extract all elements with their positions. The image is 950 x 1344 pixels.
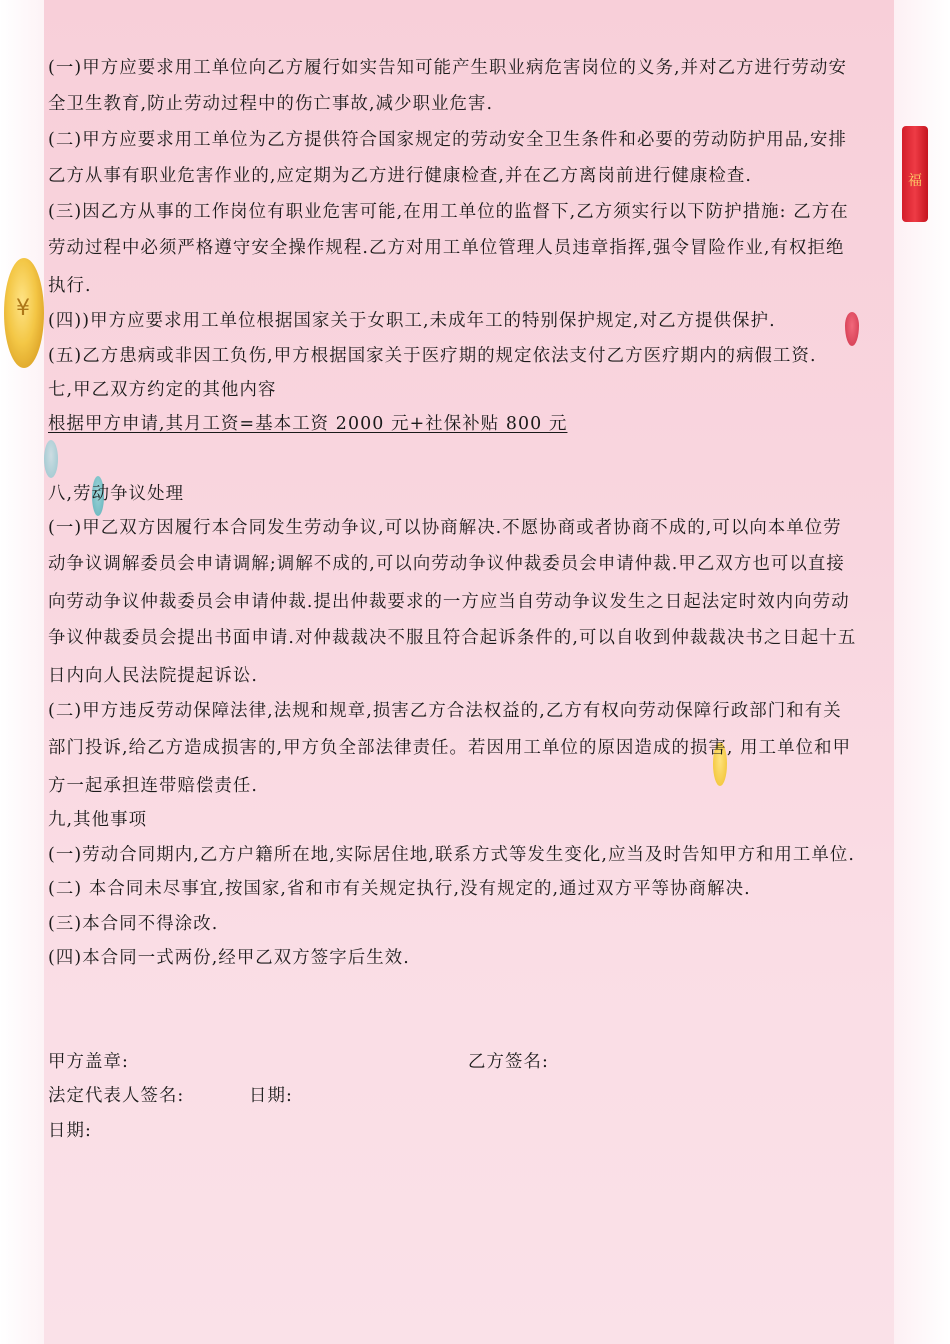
gold-coin-decoration (4, 258, 44, 368)
section-heading: 八,劳动争议处理 (48, 484, 185, 504)
clause-line: (三)本合同不得涂改. (48, 914, 219, 934)
clause-line: 日内向人民法院提起诉讼. (48, 666, 259, 686)
clause-line: 方一起承担连带赔偿责任. (48, 776, 259, 796)
teal-drop-decoration-2 (44, 440, 58, 478)
clause-line: 乙方从事有职业危害作业的,应定期为乙方进行健康检查,并在乙方离岗前进行健康检查. (48, 166, 753, 186)
clause-line: 向劳动争议仲裁委员会申请仲裁.提出仲裁要求的一方应当自劳动争议发生之日起法定时效内向劳动 (48, 592, 850, 612)
left-margin (0, 0, 44, 1344)
clause-line: 全卫生教育,防止劳动过程中的伤亡事故,减少职业危害. (48, 94, 494, 114)
clause-line: (一)甲乙双方因履行本合同发生劳动争议,可以协商解决.不愿协商或者协商不成的,可以向本单位劳 (48, 518, 842, 538)
legal-rep-sign-label: 法定代表人签名: (48, 1086, 185, 1106)
clause-line: (二)甲方应要求用工单位为乙方提供符合国家规定的劳动安全卫生条件和必要的劳动防护用品,安排 (48, 130, 848, 150)
party-b-sign-label: 乙方签名: (468, 1052, 549, 1072)
clause-line: (二)甲方违反劳动保障法律,法规和规章,损害乙方合法权益的,乙方有权向劳动保障行政部门和有关 (48, 701, 842, 721)
date-label-a: 日期: (48, 1121, 92, 1141)
clause-line: (一)甲方应要求用工单位向乙方履行如实告知可能产生职业病危害岗位的义务,并对乙方进行劳动安 (48, 58, 848, 78)
lantern-glyph: 福 (908, 173, 922, 189)
clause-line: (五)乙方患病或非因工负伤,甲方根据国家关于医疗期的规定依法支付乙方医疗期内的病假工资. (48, 346, 817, 366)
clause-line: 部门投诉,给乙方造成损害的,甲方负全部法律责任。若因用工单位的原因造成的损害, 用工单位和甲 (48, 738, 852, 758)
clause-line: 执行. (48, 276, 92, 296)
section-heading: 九,其他事项 (48, 810, 148, 830)
clause-line: (二) 本合同未尽事宜,按国家,省和市有关规定执行,没有规定的,通过双方平等协商解决. (48, 879, 751, 899)
clause-line: (三)因乙方从事的工作岗位有职业危害可能,在用工单位的监督下,乙方须实行以下防护措施: 乙方在 (48, 202, 849, 222)
coin-glyph: ¥ (16, 296, 30, 321)
clause-line: (一)劳动合同期内,乙方户籍所在地,实际居住地,联系方式等发生变化,应当及时告知甲方和用工单位. (48, 845, 856, 865)
party-a-seal-label: 甲方盖章: (48, 1052, 129, 1072)
clause-line: (四))甲方应要求用工单位根据国家关于女职工,未成年工的特别保护规定,对乙方提供保护. (48, 311, 776, 331)
red-lantern-decoration (902, 126, 928, 222)
clause-line: 动争议调解委员会申请调解;调解不成的,可以向劳动争议仲裁委员会申请仲裁.甲乙双方也可以直接 (48, 554, 845, 574)
clause-line: 劳动过程中必须严格遵守安全操作规程.乙方对用工单位管理人员违章指挥,强令冒险作业,有权拒绝 (48, 238, 845, 258)
section-heading: 七,甲乙双方约定的其他内容 (48, 380, 277, 400)
clause-line: 争议仲裁委员会提出书面申请.对仲裁裁决不服且符合起诉条件的,可以自收到仲裁裁决书之日起十五 (48, 628, 857, 648)
date-label-b: 日期: (249, 1086, 293, 1106)
salary-note: 根据甲方申请,其月工资=基本工资 2000 元+社保补贴 800 元 (48, 414, 568, 434)
clause-line: (四)本合同一式两份,经甲乙双方签字后生效. (48, 948, 410, 968)
